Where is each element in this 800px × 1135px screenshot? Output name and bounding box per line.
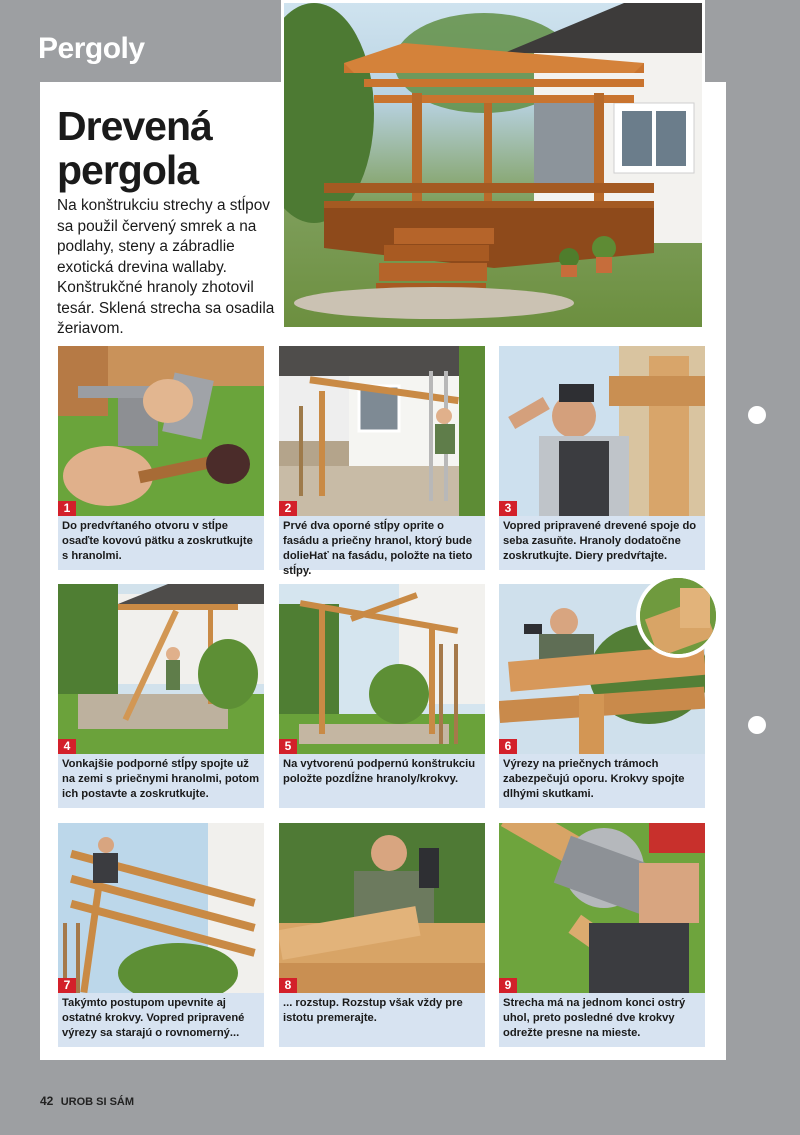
step-2-photo: [279, 346, 485, 516]
step-9-number: 9: [499, 978, 517, 993]
step-4-number: 4: [58, 739, 76, 754]
step-2-illustration: [279, 346, 485, 516]
step-7-illustration: [58, 823, 264, 993]
step-5-caption: Na vytvorenú podpernú konštrukciu položte pozdĺžne hranoly/krokvy.: [279, 754, 485, 808]
step-1-caption: Do predvŕtaného otvoru v stĺpe osaďte kovovú pätku a zoskrutkujte s hranolmi.: [58, 516, 264, 570]
step-3-photo: [499, 346, 705, 516]
binder-hole-bottom: [748, 716, 766, 734]
step-7-number: 7: [58, 978, 76, 993]
step-6-number: 6: [499, 739, 517, 754]
step-3-number: 3: [499, 501, 517, 516]
step-8-illustration: [279, 823, 485, 993]
step-4-caption: Vonkajšie podporné stĺpy spojte už na zemi s priečnymi hranolmi, potom ich postavte a zoskrutkujte.: [58, 754, 264, 808]
step-5-photo: [279, 584, 485, 754]
hero-illustration: [284, 3, 705, 330]
step-2-caption: Prvé dva oporné stĺpy oprite o fasádu a priečny hranol, ktorý bude dolieHať na fasádu, položte na tieto stĺpy.: [279, 516, 485, 570]
article-intro: Na konštrukciu strechy a stĺpov sa použil červený smrek a na podlahy, steny a zábradlie exotická drevina wallaby. Konštrukčné hranoly zhotovil tesár. Sklená strecha sa osadila žeriavom.: [57, 197, 275, 337]
article-title-line2: pergola: [57, 147, 199, 193]
joint-detail-inset: [636, 574, 720, 658]
step-7-caption: Takýmto postupom upevnite aj ostatné krokvy. Vopred pripravené výrezy sa starajú o rovnomerný...: [58, 993, 264, 1047]
step-1-number: 1: [58, 501, 76, 516]
step-7-photo: [58, 823, 264, 993]
step-1-illustration: [58, 346, 264, 516]
hero-photo-pergola: [281, 0, 705, 330]
step-9-illustration: [499, 823, 705, 993]
step-8-caption: ... rozstup. Rozstup však vždy pre istotu premerajte.: [279, 993, 485, 1047]
step-3-caption: Vopred pripravené drevené spoje do seba zasuňte. Hranoly dodatočne zoskrutkujte. Diery predvŕtajte.: [499, 516, 705, 570]
step-8-number: 8: [279, 978, 297, 993]
step-5-illustration: [279, 584, 485, 754]
page-number: 42: [40, 1094, 54, 1108]
step-9-photo: [499, 823, 705, 993]
section-label: Pergoly: [38, 32, 145, 65]
binder-hole-top: [748, 406, 766, 424]
article-title-line1: Drevená: [57, 103, 212, 149]
article-title: [57, 104, 277, 192]
step-2-number: 2: [279, 501, 297, 516]
step-8-photo: [279, 823, 485, 993]
magazine-name: UROB SI SÁM: [60, 1096, 135, 1108]
page-footer: [40, 1094, 134, 1108]
step-3-illustration: [499, 346, 705, 516]
step-4-photo: [58, 584, 264, 754]
step-9-caption: Strecha má na jednom konci ostrý uhol, preto posledné dve krokvy odrežte presne na mieste.: [499, 993, 705, 1047]
step-6-caption: Výrezy na priečnych trámoch zabezpečujú oporu. Krokvy spojte dlhými skutkami.: [499, 754, 705, 808]
step-5-number: 5: [279, 739, 297, 754]
step-4-illustration: [58, 584, 264, 754]
step-1-photo: [58, 346, 264, 516]
joint-detail-illustration: [640, 578, 716, 654]
